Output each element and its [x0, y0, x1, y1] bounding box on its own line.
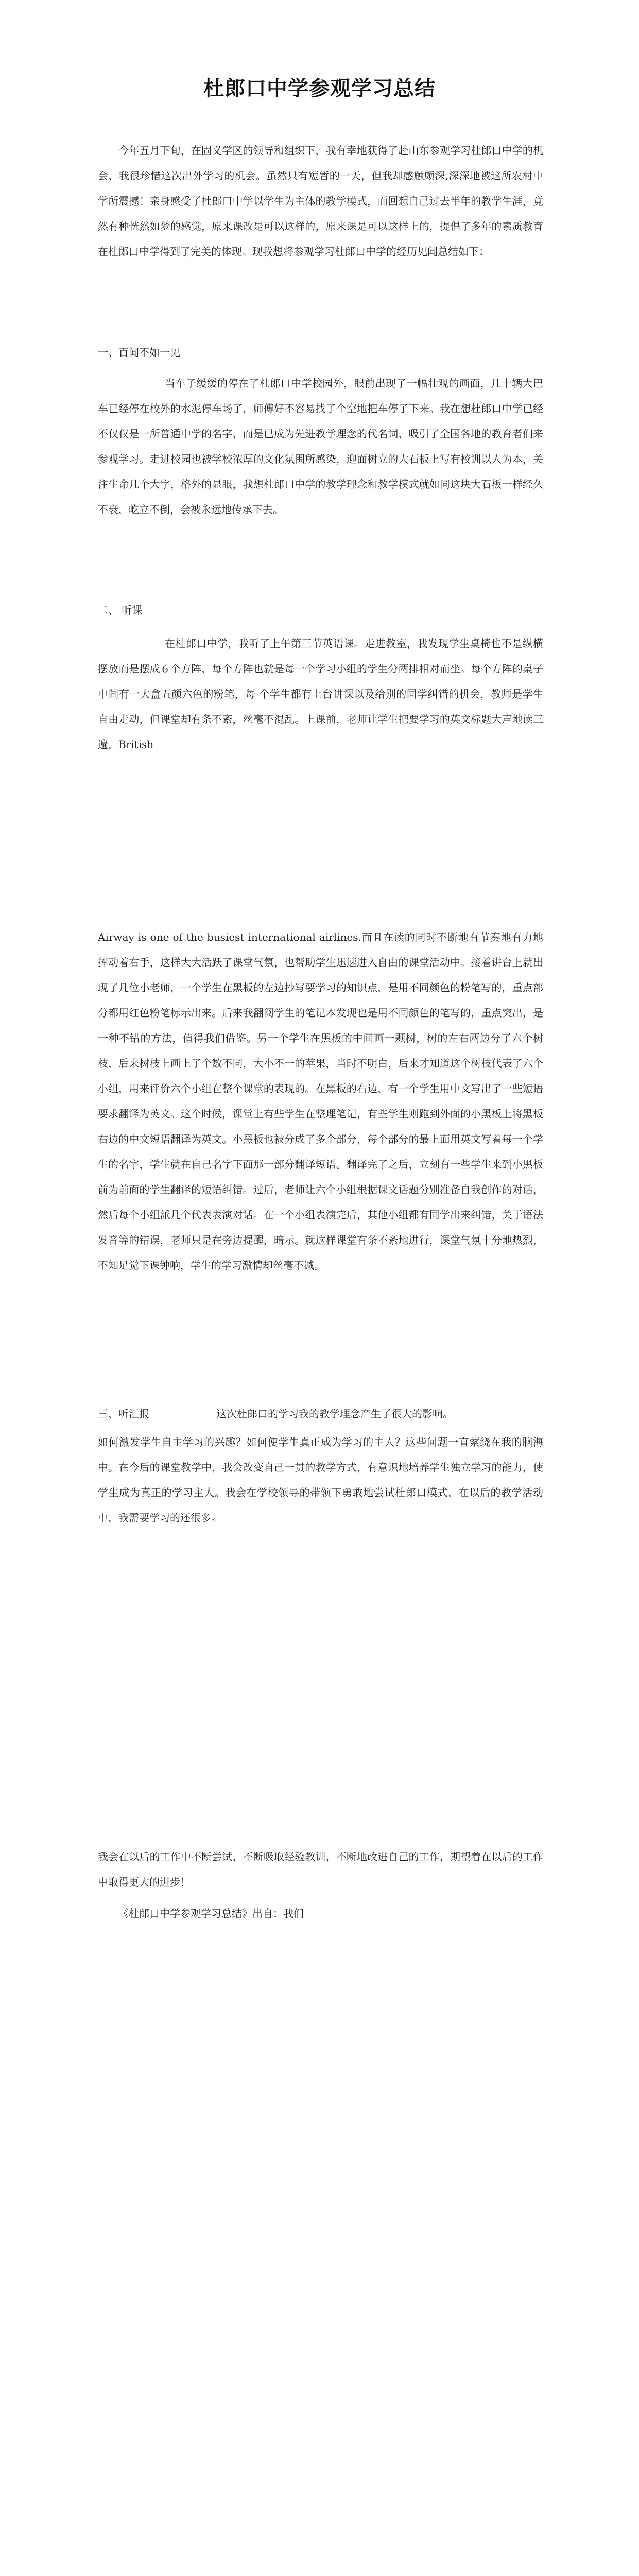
- section3-paragraph: 如何激发学生自主学习的兴趣？如何使学生真正成为学习的主人？这些问题一直萦绕在我的脑海中。在今后的课堂教学中，我会改变自己一贯的教学方式，有意识地培养学生独立学习的能力，使学生成为真正的学习主人。我会在学校领导的带领下勇敢地尝试杜郎口模式，在以后的教学活动中，我需要学习的还很多。: [98, 1436, 543, 1524]
- section2-paragraph-part2: Airway is one of the busiest international airlines.而且在读的同时不断地有节奏地有力地挥动着右手，这样大大活跃了课堂气氛，也帮助学生迅速进入自由的课堂活动中。接着讲台上就出现了几位小老师，一个学生在黑板的左边抄写要学习的知识点，是用不同颜色的粉笔写的，重点部分都用红色粉笔标示出来。后来我翻阅学生的笔记本发现也是用不同颜色的笔写的，重点突出，是一种不错的方法，值得我们借鉴。另一个学生在黑板的中间画一颗树，树的左右两边分了六个树枝，后来树枝上画上了个数不同，大小不一的苹果，当时不明白，后来才知道这个树枝代表了六个小组，用来评价六个小组在整个课堂的表现的。在黑板的右边，有一个学生用中文写出了一些短语要求翻译为英文。这个时候，课堂上有些学生在整理笔记，有些学生则跑到外面的小黑板上将黑板右边的中文短语翻译为英文。小黑板也被分成了多个部分，每个部分的最上面用英文写着每一个学生的名字，学生就在自己名字下面那一部分翻译短语。翻译完了之后，立刻有一些学生来到小黑板前为前面的学生翻译的短语纠错。过后，老师让六个小组根据课文话题分别准备自我创作的对话，然后每个小组派几个代表表演对话。在一个小组表演完后，其他小组都有同学出来纠错，关于语法发音等的错误，老师只是在旁边提醒，暗示。就这样课堂有条不紊地进行，课堂气氛十分地热烈，不知足觉下课钟响，学生的学习激情却丝毫不减。: [98, 931, 543, 1272]
- page-title: 杜郎口中学参观学习总结: [203, 76, 436, 100]
- section1-paragraph: 当车子缓缓的停在了杜郎口中学校园外，眼前出现了一幅壮观的画面，几十辆大巴车已经停在校外的水泥停车场了，师傅好不容易找了个空地把车停了下来。我在想杜郎口中学已经不仅仅是一所普通中学的名字，而是已成为先进教学理念的代名词，吸引了全国各地的教育者们来参观学习。走进校园也被学校浓厚的文化氛围所感染，迎面树立的大石板上写有校训以人为本，关注生命几个大字，格外的显眼，我想杜郎口中学的教学理念和教学模式就如同这块大石板一样经久不衰，屹立不倒，会被永远地传承下去。: [98, 377, 543, 516]
- intro-paragraph: 今年五月下旬，在固义学区的领导和组织下，我有幸地获得了赴山东参观学习杜郎口中学的机会，我很珍惜这次出外学习的机会。虽然只有短暂的一天，但我却感触颇深,深深地被这所农村中学所震撼！亲身感受了杜郎口中学以学生为主体的教学模式，而回想自己过去半年的教学生涯，竟然有种恍然如梦的感觉，原来课改是可以这样的，原来课是可以这样上的，提倡了多年的素质教育在杜郎口中学得到了完美的体现。现我想将参观学习杜郎口中学的经历见闻总结如下：: [98, 144, 543, 258]
- section-heading-3: [98, 1401, 543, 1427]
- section3-heading-label: 三、听汇报: [98, 1408, 149, 1420]
- section2-paragraph-part1: 在杜郎口中学，我听了上午第三节英语课。走进教室，我发现学生桌椅也不是纵横摆放而是摆成６个方阵，每个方阵也就是每一个学习小组的学生分两排相对而坐。每个方阵的桌子中间有一大盒五颜六色的粉笔，每 个学生都有上台讲课以及给别的同学纠错的机会，教师是学生自由走动，但课堂却有条不紊，丝毫不混乱。上课前，老师让学生把要学习的英文标题大声地读三遍，British: [98, 637, 543, 751]
- section3-heading-text: 这次杜郎口的学习我的教学理念产生了很大的影响。: [216, 1408, 453, 1420]
- source-line: 《杜郎口中学参观学习总结》出自：我们: [118, 1907, 304, 1920]
- section-heading-1: 一、百闻不如一见: [98, 346, 180, 359]
- closing-paragraph: 我会在以后的工作中不断尝试，不断吸取经验教训，不断地改进自己的工作，期望着在以后的工作中取得更大的进步！: [98, 1851, 543, 1888]
- section-heading-2: 二、 听课: [98, 604, 143, 616]
